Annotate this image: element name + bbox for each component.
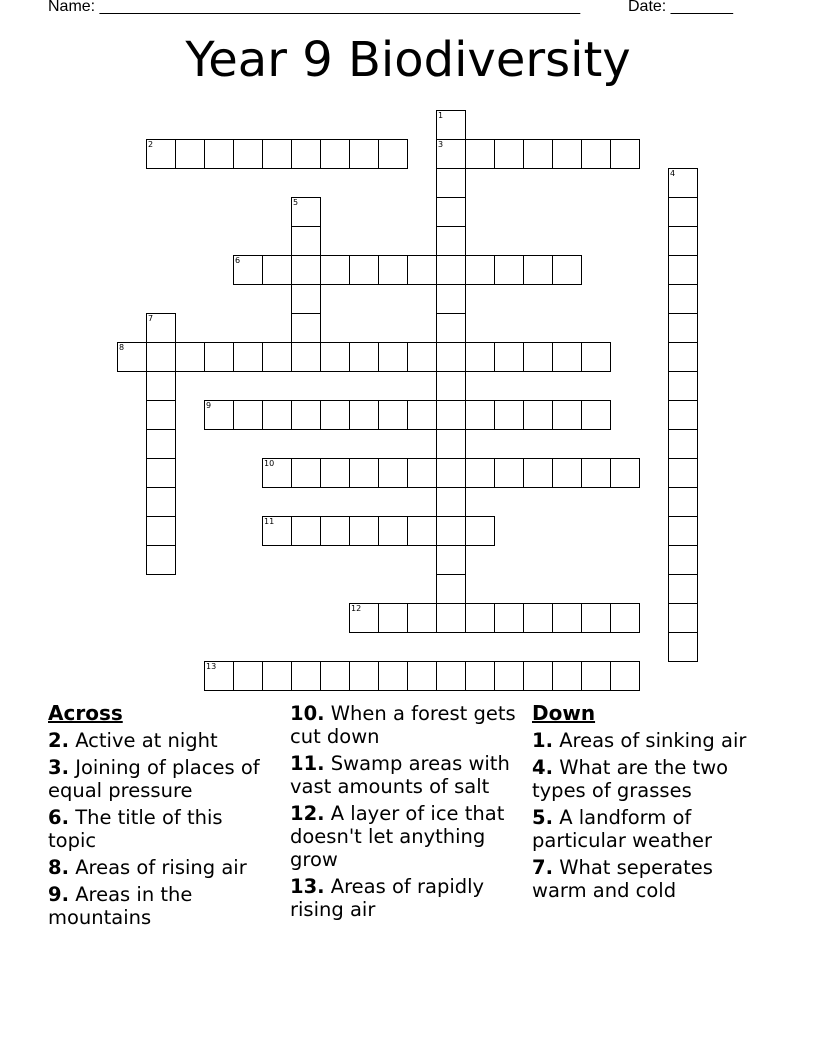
grid-cell[interactable] xyxy=(349,516,379,546)
grid-cell[interactable] xyxy=(262,255,292,285)
grid-cell[interactable] xyxy=(581,603,611,633)
grid-cell[interactable] xyxy=(523,458,553,488)
grid-cell[interactable] xyxy=(146,371,176,401)
grid-cell[interactable] xyxy=(668,458,698,488)
grid-cell[interactable] xyxy=(320,255,350,285)
grid-cell[interactable] xyxy=(668,197,698,227)
grid-cell[interactable] xyxy=(436,574,466,604)
grid-cell[interactable] xyxy=(378,661,408,691)
grid-cell[interactable] xyxy=(668,371,698,401)
clue-number-label: 2 xyxy=(148,140,154,149)
clue-number-label: 13 xyxy=(206,662,217,671)
grid-cell[interactable] xyxy=(262,342,292,372)
across-clues-column-2 xyxy=(290,702,518,925)
clue-number-label: 9 xyxy=(206,401,212,410)
clue-across-13: 13. Areas of rapidly rising air xyxy=(290,875,485,921)
grid-cell[interactable] xyxy=(465,400,495,430)
name-line: Name: ______________________________________________________ xyxy=(48,0,581,15)
grid-cell[interactable] xyxy=(552,603,582,633)
grid-cell[interactable] xyxy=(349,342,379,372)
clue-across-3: 3. Joining of places of equal pressure xyxy=(48,756,260,802)
grid-cell[interactable] xyxy=(610,603,640,633)
grid-cell[interactable] xyxy=(378,458,408,488)
clue-number-label: 11 xyxy=(264,517,275,526)
down-clues-column xyxy=(532,702,760,906)
grid-cell[interactable] xyxy=(378,516,408,546)
grid-cell[interactable] xyxy=(523,603,553,633)
grid-cell[interactable] xyxy=(407,255,437,285)
grid-cell[interactable] xyxy=(552,400,582,430)
clue-across-2: 2. Active at night xyxy=(48,729,218,752)
grid-cell[interactable] xyxy=(668,226,698,256)
clue-number-label: 12 xyxy=(351,604,362,613)
grid-cell[interactable] xyxy=(581,661,611,691)
clue-down-7: 7. What seperates warm and cold xyxy=(532,856,713,902)
grid-cell[interactable] xyxy=(436,226,466,256)
page-title: Year 9 Biodiversity xyxy=(185,32,631,88)
clue-across-8: 8. Areas of rising air xyxy=(48,856,247,879)
grid-cell[interactable] xyxy=(436,487,466,517)
grid-cell[interactable] xyxy=(610,661,640,691)
grid-cell[interactable] xyxy=(146,400,176,430)
grid-cell[interactable] xyxy=(407,458,437,488)
grid-cell[interactable] xyxy=(291,255,321,285)
grid-cell[interactable] xyxy=(668,400,698,430)
grid-cell[interactable] xyxy=(262,400,292,430)
grid-cell[interactable] xyxy=(494,139,524,169)
grid-cell[interactable] xyxy=(436,400,466,430)
grid-cell[interactable] xyxy=(320,400,350,430)
clue-number-label: 6 xyxy=(235,256,241,265)
grid-cell[interactable] xyxy=(320,516,350,546)
grid-cell[interactable] xyxy=(610,458,640,488)
grid-cell[interactable] xyxy=(581,342,611,372)
grid-cell[interactable] xyxy=(320,458,350,488)
grid-cell[interactable] xyxy=(407,661,437,691)
grid-cell[interactable] xyxy=(378,342,408,372)
grid-cell[interactable] xyxy=(175,139,205,169)
grid-cell[interactable] xyxy=(349,661,379,691)
grid-cell[interactable] xyxy=(233,661,263,691)
grid-cell[interactable] xyxy=(407,400,437,430)
grid-cell[interactable] xyxy=(291,284,321,314)
grid-cell[interactable] xyxy=(146,516,176,546)
grid-cell[interactable] xyxy=(436,545,466,575)
grid-cell[interactable] xyxy=(523,661,553,691)
grid-cell[interactable] xyxy=(175,342,205,372)
grid-cell[interactable] xyxy=(204,139,234,169)
grid-cell[interactable] xyxy=(436,197,466,227)
grid-cell[interactable] xyxy=(146,545,176,575)
grid-cell[interactable] xyxy=(407,516,437,546)
grid-cell[interactable] xyxy=(494,400,524,430)
grid-cell[interactable] xyxy=(349,139,379,169)
grid-cell[interactable] xyxy=(204,342,234,372)
grid-cell[interactable] xyxy=(668,516,698,546)
across-heading: Across xyxy=(48,701,123,725)
grid-cell[interactable] xyxy=(552,139,582,169)
grid-cell[interactable] xyxy=(407,342,437,372)
grid-cell[interactable] xyxy=(407,603,437,633)
grid-cell[interactable] xyxy=(465,255,495,285)
grid-cell[interactable] xyxy=(146,487,176,517)
clue-number-label: 1 xyxy=(438,111,444,120)
grid-cell[interactable] xyxy=(349,458,379,488)
grid-cell[interactable] xyxy=(378,255,408,285)
grid-cell[interactable] xyxy=(465,603,495,633)
grid-cell[interactable] xyxy=(291,661,321,691)
grid-cell[interactable] xyxy=(494,603,524,633)
clue-number-label: 4 xyxy=(670,169,676,178)
grid-cell[interactable] xyxy=(291,226,321,256)
grid-cell[interactable] xyxy=(581,400,611,430)
grid-cell[interactable] xyxy=(668,284,698,314)
grid-cell[interactable] xyxy=(378,603,408,633)
grid-cell[interactable] xyxy=(494,342,524,372)
grid-cell[interactable] xyxy=(465,458,495,488)
grid-cell[interactable] xyxy=(436,603,466,633)
grid-cell[interactable] xyxy=(610,139,640,169)
grid-cell[interactable] xyxy=(291,342,321,372)
clue-across-10: 10. When a forest gets cut down xyxy=(290,702,516,748)
grid-cell[interactable] xyxy=(436,516,466,546)
grid-cell[interactable] xyxy=(494,255,524,285)
grid-cell[interactable] xyxy=(552,255,582,285)
grid-cell[interactable] xyxy=(262,661,292,691)
clue-down-5: 5. A landform of particular weather xyxy=(532,806,712,852)
grid-cell[interactable] xyxy=(668,574,698,604)
grid-cell[interactable] xyxy=(291,458,321,488)
clue-number-label: 8 xyxy=(119,343,125,352)
grid-cell[interactable] xyxy=(146,429,176,459)
grid-cell[interactable] xyxy=(581,458,611,488)
grid-cell[interactable] xyxy=(291,400,321,430)
clue-number-label: 5 xyxy=(293,198,299,207)
grid-cell[interactable] xyxy=(465,139,495,169)
grid-cell[interactable] xyxy=(436,313,466,343)
grid-cell[interactable] xyxy=(262,139,292,169)
clue-across-11: 11. Swamp areas with vast amounts of salt xyxy=(290,752,510,798)
grid-cell[interactable] xyxy=(668,487,698,517)
grid-cell[interactable] xyxy=(291,313,321,343)
grid-cell[interactable] xyxy=(349,255,379,285)
grid-cell[interactable] xyxy=(233,342,263,372)
grid-cell[interactable] xyxy=(320,342,350,372)
grid-cell[interactable] xyxy=(378,400,408,430)
grid-cell[interactable] xyxy=(552,342,582,372)
grid-cell[interactable] xyxy=(523,139,553,169)
grid-cell[interactable] xyxy=(523,342,553,372)
grid-cell[interactable] xyxy=(668,545,698,575)
grid-cell[interactable] xyxy=(320,139,350,169)
grid-cell[interactable] xyxy=(668,429,698,459)
grid-cell[interactable] xyxy=(378,139,408,169)
grid-cell[interactable] xyxy=(146,342,176,372)
grid-cell[interactable] xyxy=(668,603,698,633)
grid-cell[interactable] xyxy=(494,661,524,691)
grid-cell[interactable] xyxy=(552,458,582,488)
grid-cell[interactable] xyxy=(436,371,466,401)
grid-cell[interactable] xyxy=(436,255,466,285)
clue-number-label: 10 xyxy=(264,459,275,468)
clue-number-label: 3 xyxy=(438,140,444,149)
down-heading: Down xyxy=(532,701,596,725)
grid-cell[interactable] xyxy=(291,516,321,546)
grid-cell[interactable] xyxy=(233,139,263,169)
grid-cell[interactable] xyxy=(349,400,379,430)
grid-cell[interactable] xyxy=(523,400,553,430)
grid-cell[interactable] xyxy=(291,139,321,169)
grid-cell[interactable] xyxy=(523,255,553,285)
grid-cell[interactable] xyxy=(436,429,466,459)
clue-across-9: 9. Areas in the mountains xyxy=(48,883,193,929)
clue-across-12: 12. A layer of ice that doesn't let anything grow xyxy=(290,802,505,871)
grid-cell[interactable] xyxy=(668,313,698,343)
grid-cell[interactable] xyxy=(146,458,176,488)
grid-cell[interactable] xyxy=(436,168,466,198)
clue-down-4: 4. What are the two types of grasses xyxy=(532,756,729,802)
grid-cell[interactable] xyxy=(668,255,698,285)
grid-cell[interactable] xyxy=(668,342,698,372)
grid-cell[interactable] xyxy=(320,661,350,691)
grid-cell[interactable] xyxy=(465,342,495,372)
grid-cell[interactable] xyxy=(494,458,524,488)
clue-across-6: 6. The title of this topic xyxy=(48,806,223,852)
date-line: Date: _______ xyxy=(628,0,733,15)
grid-cell[interactable] xyxy=(436,284,466,314)
grid-cell[interactable] xyxy=(465,661,495,691)
grid-cell[interactable] xyxy=(552,661,582,691)
grid-cell[interactable] xyxy=(436,661,466,691)
grid-cell[interactable] xyxy=(233,400,263,430)
grid-cell[interactable] xyxy=(581,139,611,169)
grid-cell[interactable] xyxy=(465,516,495,546)
clue-down-1: 1. Areas of sinking air xyxy=(532,729,747,752)
grid-cell[interactable] xyxy=(436,458,466,488)
grid-cell[interactable] xyxy=(436,342,466,372)
clue-number-label: 7 xyxy=(148,314,154,323)
across-clues-column-1 xyxy=(48,702,276,933)
grid-cell[interactable] xyxy=(668,632,698,662)
